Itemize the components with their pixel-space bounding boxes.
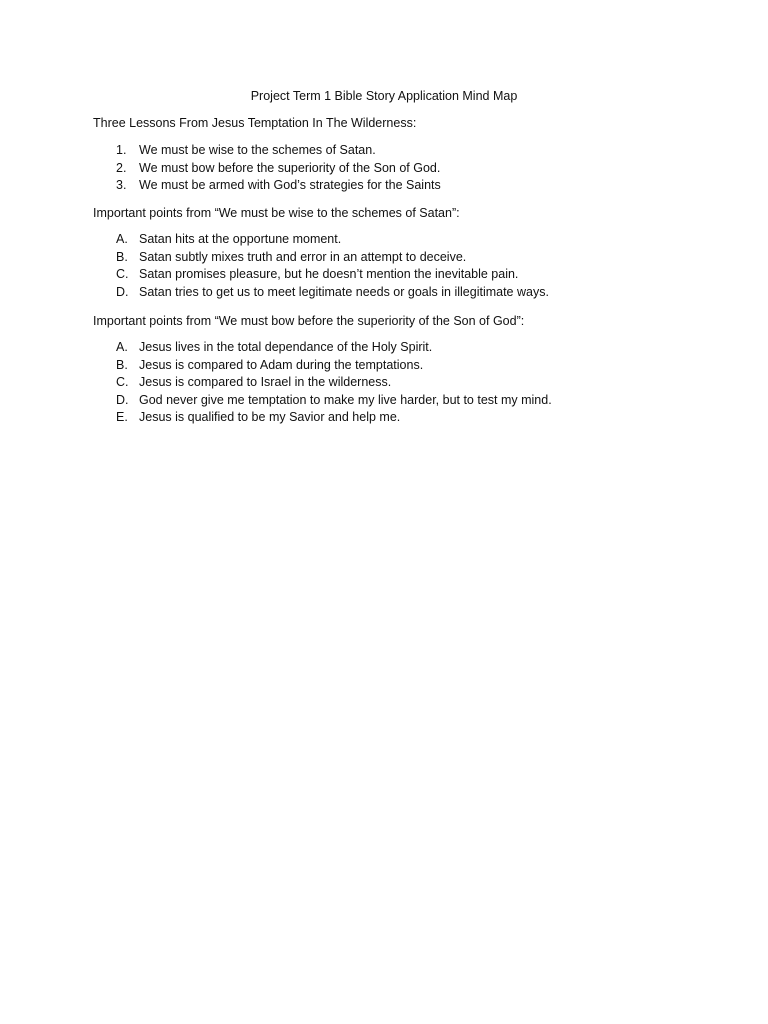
list-item-text: Jesus is compared to Israel in the wilderness. [139, 375, 392, 390]
list-marker: B. [116, 357, 128, 372]
list-marker: C. [116, 267, 129, 282]
list-marker: A. [116, 340, 128, 354]
list-item-text: We must bow before the superiority of the Son of God. [139, 160, 441, 175]
list-marker: B. [116, 249, 128, 264]
list-marker: 1. [116, 143, 127, 157]
list-item-text: Satan promises pleasure, but he doesn’t mention the inevitable pain. [139, 267, 519, 282]
list-item-text: Jesus lives in the total dependance of the Holy Spirit. [139, 340, 433, 354]
list-item-text: Satan tries to get us to meet legitimate needs or goals in illegitimate ways. [139, 284, 549, 299]
section-heading-lessons: Three Lessons From Jesus Temptation In The Wilderness: [93, 116, 417, 130]
list-item-text: Jesus is compared to Adam during the temptations. [139, 357, 424, 372]
list-item-text: We must be wise to the schemes of Satan. [139, 143, 376, 157]
section-heading-superiority: Important points from “We must bow before the superiority of the Son of God”: [93, 314, 525, 328]
list-marker: A. [116, 232, 128, 246]
document-title: Project Term 1 Bible Story Application Mind Map [250, 89, 518, 103]
list-marker: D. [116, 392, 129, 407]
list-item-text: God never give me temptation to make my live harder, but to test my mind. [139, 392, 552, 407]
list-item-text: Satan hits at the opportune moment. [139, 232, 342, 246]
list-marker: E. [116, 410, 128, 425]
list-item-text: Satan subtly mixes truth and error in an attempt to deceive. [139, 249, 467, 264]
list-marker: C. [116, 375, 129, 390]
section-heading-schemes: Important points from “We must be wise to the schemes of Satan”: [93, 206, 460, 220]
list-marker: 2. [116, 160, 127, 175]
list-item-text: Jesus is qualified to be my Savior and help me. [139, 410, 401, 425]
list-marker: 3. [116, 178, 127, 193]
list-marker: D. [116, 284, 129, 299]
list-item-text: We must be armed with God’s strategies for the Saints [139, 178, 441, 193]
